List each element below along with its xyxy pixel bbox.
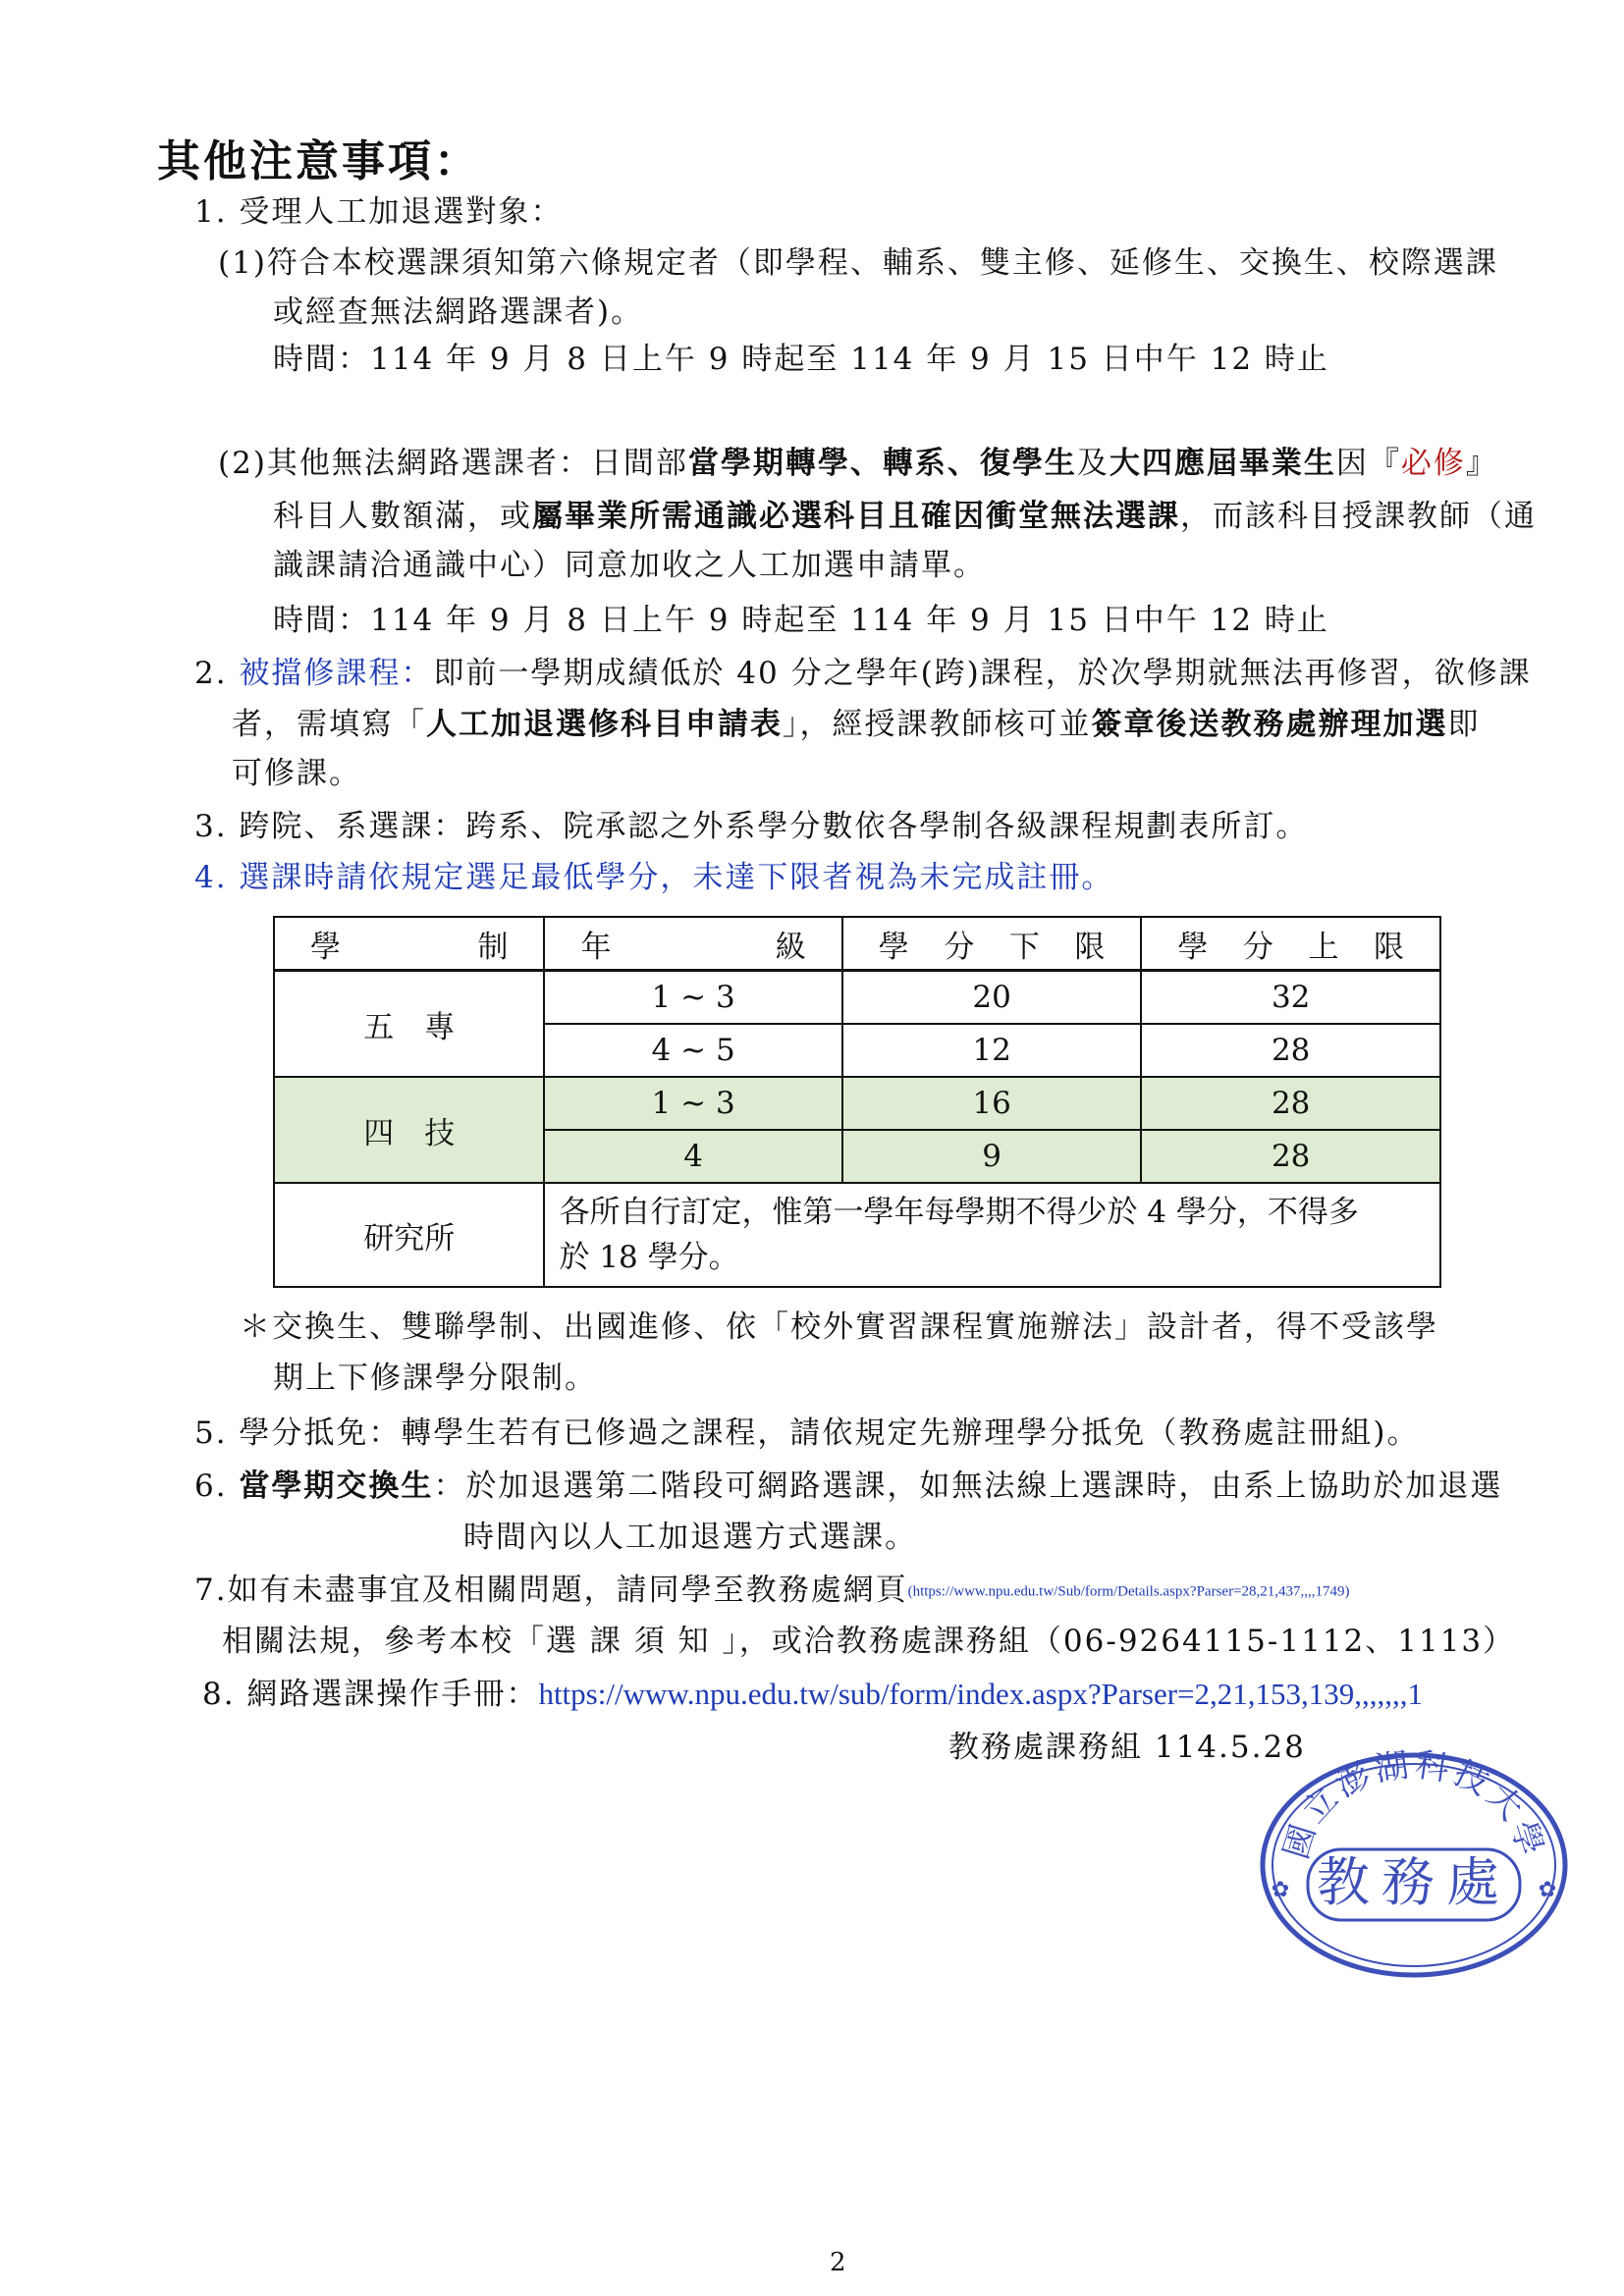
cell-min: 20 [842,971,1142,1025]
item1-sub2-line2 [273,497,1537,536]
item6-label: 當學期交換生 [239,1468,434,1504]
cell-system-four-year: 四 技 [274,1077,544,1183]
seal-arc-text: 國立澎湖科技大學 [1276,1747,1551,1864]
item1-sub2-line2-c: ，而該科目授課教師（通 [1180,499,1537,534]
cell-max: 28 [1141,1024,1440,1077]
cell-min: 9 [842,1130,1142,1183]
table-header-row [274,917,1440,971]
item1-heading: 1. 受理人工加退選對象： [194,194,564,230]
item2-line1 [194,654,1532,693]
item2-line2 [232,705,1481,744]
table-row [274,1183,1440,1287]
item1-sub2-bold-transfer: 當學期轉學、轉系、復學生 [687,446,1077,481]
item6-line1 [194,1467,1502,1506]
item1-sub2-required: 必修 [1400,446,1466,481]
cell-year: 1 ~ 3 [544,1077,841,1130]
plum-flower-icon: ✿ [1538,1878,1557,1902]
item2-label: 被擋修課程： [239,656,434,691]
header-min-credits: 學 分 下 限 [842,917,1142,971]
item1-sub2-bold-senior: 大四應屆畢業生 [1109,446,1336,481]
header-system: 學 制 [274,917,544,971]
page-title: 其他注意事項： [157,136,480,187]
item2-text: 即前一學期成績低於 40 分之學年(跨)課程，於次學期就無法再修習，欲修課 [433,656,1532,691]
footnote-line2: 期上下修課學分限制。 [273,1361,597,1396]
item8-label: 8. 網路選課操作手冊： [202,1677,539,1712]
credit-limit-table [273,916,1441,1288]
item2-line2-e: 即 [1447,707,1481,742]
cell-max: 28 [1141,1130,1440,1183]
item1-sub2-line1 [218,444,1498,483]
item8-line [202,1675,1423,1714]
item1-sub2-text-e: 因『 [1335,446,1401,481]
item7-link[interactable]: (https://www.npu.edu.tw/Sub/form/Details.aspx?Parser=28,21,437,,,,1749) [907,1583,1350,1600]
item2-line2-a: 者，需填寫「 [232,707,426,742]
cell-year: 4 ~ 5 [544,1024,841,1077]
cell-system-five-year: 五 專 [274,971,544,1078]
item2-line2-c: 」，經授課教師核可並 [783,707,1092,742]
cell-min: 12 [842,1024,1142,1077]
item3: 3. 跨院、系選課：跨系、院承認之外系學分數依各學制各級課程規劃表所訂。 [194,809,1309,844]
item2-form-name: 人工加退選修科目申請表 [426,707,783,742]
page-number: 2 [830,2248,846,2277]
cell-year: 4 [544,1130,841,1183]
item1-sub2-text-c: 及 [1076,446,1110,481]
item1-sub2-time: 時間：114 年 9 月 8 日上午 9 時起至 114 年 9 月 15 日中午 12 時止 [273,603,1329,638]
footnote-line1: ＊交換生、雙聯學制、出國進修、依「校外實習課程實施辦法」設計者，得不受該學 [240,1309,1438,1345]
item1-sub2-line2-a: 科目人數額滿，或 [273,499,532,534]
table-row [274,971,1440,1025]
table-row [274,1077,1440,1130]
cell-max: 28 [1141,1077,1440,1130]
item1-sub2-text-g: 』 [1465,446,1498,481]
header-max-credits: 學 分 上 限 [1141,917,1440,971]
cell-graduate-note [544,1183,1440,1287]
item6-line2: 時間內以人工加退選方式選課。 [463,1520,917,1555]
item8-link[interactable]: https://www.npu.edu.tw/sub/form/index.aspx?Parser=2,21,153,139,,,,,,,1 [538,1677,1424,1711]
item1-sub1-time: 時間：114 年 9 月 8 日上午 9 時起至 114 年 9 月 15 日中午 12 時止 [273,342,1329,377]
signature: 教務處課務組 114.5.28 [948,1730,1306,1765]
item1-sub2-line2-bold: 屬畢業所需通識必選科目且確因衝堂無法選課 [532,499,1180,534]
item2-submit-note: 簽章後送教務處辦理加選 [1091,707,1448,742]
item6-number: 6. [194,1468,240,1504]
cell-max: 32 [1141,971,1440,1025]
item5: 5. 學分抵免：轉學生若有已修過之課程，請依規定先辦理學分抵免（教務處註冊組)。 [194,1415,1420,1451]
official-seal-stamp [1257,1747,1571,1983]
item1-sub1-line2: 或經查無法網路選課者)。 [273,294,644,330]
item2-line3: 可修課。 [232,756,361,791]
item1-sub2-line3: 識課請洽通識中心）同意加收之人工加選申請單。 [273,548,986,583]
plum-flower-icon: ✿ [1271,1878,1290,1902]
item6-text: ：於加退選第二階段可網路選課，如無法線上選課時，由系上協助於加退選 [433,1468,1503,1504]
seal-center-text: 教務處 [1317,1851,1511,1913]
item1-sub1-line1: (1)符合本校選課須知第六條規定者（即學程、輔系、雙主修、延修生、交換生、校際選課 [218,245,1498,281]
item2-number: 2. [194,656,240,691]
item7-line1 [194,1571,1350,1612]
header-year: 年 級 [544,917,841,971]
graduate-note-line2: 於 18 學分。 [559,1240,739,1275]
graduate-note-line1: 各所自行訂定，惟第一學年每學期不得少於 4 學分，不得多 [559,1195,1359,1230]
item7-text: 7.如有未盡事宜及相關問題，請同學至教務處網頁 [194,1573,908,1608]
item4: 4. 選課時請依規定選足最低學分，未達下限者視為未完成註冊。 [194,860,1114,895]
item1-sub2-text-a: (2)其他無法網路選課者：日間部 [218,446,688,481]
cell-year: 1 ~ 3 [544,971,841,1025]
cell-min: 16 [842,1077,1142,1130]
cell-system-graduate: 研究所 [274,1183,544,1287]
item7-line2: 相關法規，參考本校「選 課 須 知 」，或洽教務處課務組（06-9264115-1112、1113） [222,1624,1516,1659]
